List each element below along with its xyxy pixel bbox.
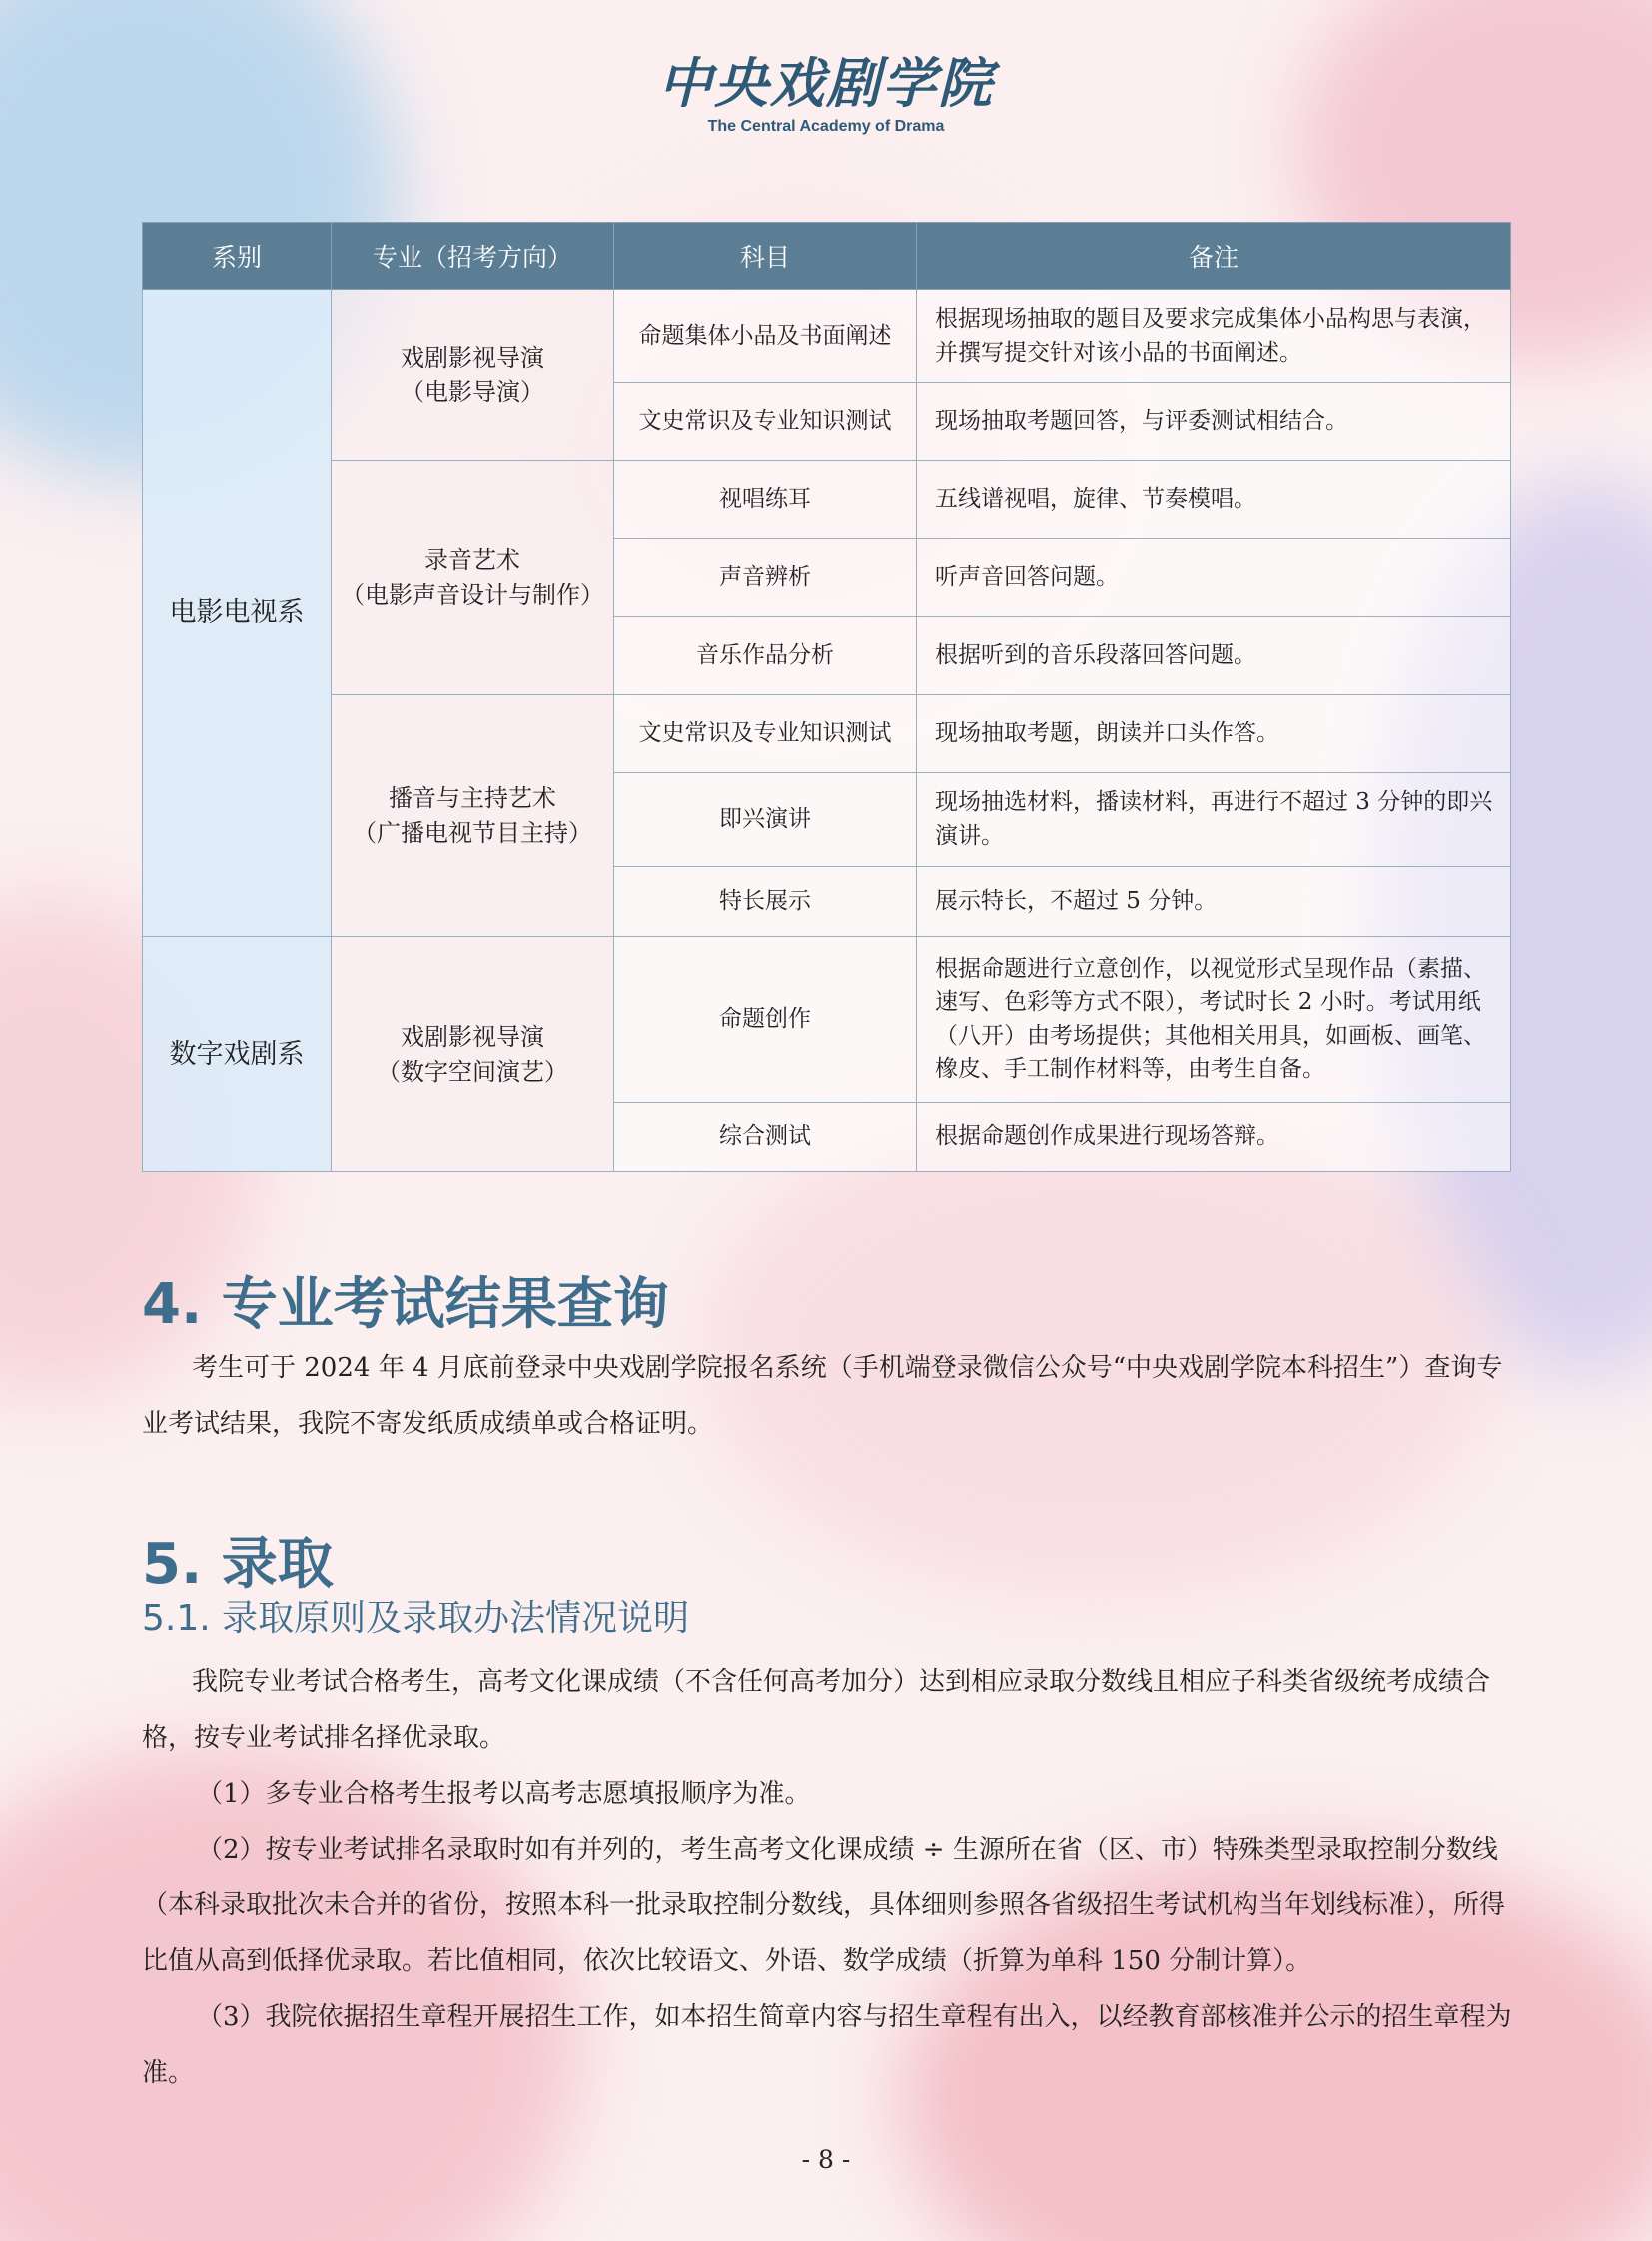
subject-cell: 文史常识及专业知识测试 [614,695,917,773]
major-direction: （电影声音设计与制作） [341,580,604,609]
major-name: 戏剧影视导演 [401,343,544,372]
header-dept: 系别 [143,223,332,290]
rule-item: （1）多专业合格考生报考以高考志愿填报顺序为准。 [197,1779,811,1809]
major-cell [332,937,614,1172]
note-cell: 五线谱视唱，旋律、节奏模唱。 [917,461,1511,539]
note-cell: 展示特长，不超过 5 分钟。 [917,867,1511,937]
major-direction: （电影导演） [401,377,544,406]
dept-cell: 数字戏剧系 [143,937,332,1172]
note-cell: 听声音回答问题。 [917,539,1511,617]
header-major: 专业（招考方向） [332,223,614,290]
rule-item: （3）我院依据招生章程开展招生工作，如本招生简章内容与招生章程有出入，以经教育部核准并公示的招生章程为准。 [142,2002,1512,2088]
note-cell: 根据命题进行立意创作，以视觉形式呈现作品（素描、速写、色彩等方式不限），考试时长 2 小时。考试用纸（八开）由考场提供；其他相关用具，如画板、画笔、橡皮、手工制作材料等，由考生自备。 [917,937,1511,1103]
logo-chinese: 中央戏剧学院 [658,51,994,115]
section4-body [142,1340,1512,1452]
note-cell: 根据命题创作成果进行现场答辩。 [917,1103,1511,1172]
subject-cell: 特长展示 [614,867,917,937]
header-subject: 科目 [614,223,917,290]
note-cell: 现场抽选材料，播读材料，再进行不超过 3 分钟的即兴演讲。 [917,773,1511,867]
major-cell [332,461,614,695]
major-name: 戏剧影视导演 [401,1022,544,1051]
major-direction: （广播电视节目主持） [353,818,592,847]
section4-title: 4. 专业考试结果查询 [142,1272,669,1337]
subject-cell: 综合测试 [614,1103,917,1172]
table-row [143,461,1511,539]
page-number: - 8 - [801,2145,851,2174]
major-name: 录音艺术 [424,545,520,574]
subject-cell: 音乐作品分析 [614,617,917,695]
table-row [143,695,1511,773]
section5-1-title: 5.1. 录取原则及录取办法情况说明 [142,1598,690,1639]
note-cell: 现场抽取考题回答，与评委测试相结合。 [917,383,1511,461]
table-row [143,290,1511,383]
table-row [143,937,1511,1103]
major-cell [332,695,614,937]
subject-cell: 命题创作 [614,937,917,1103]
rule-item: （2）按专业考试排名录取时如有并列的，考生高考文化课成绩 ÷ 生源所在省（区、市）特殊类型录取控制分数线（本科录取批次未合并的省份，按照本科一批录取控制分数线，具体细则参照各省级招生考试机构当年划线标准），所得比值从高到低择优录取。若比值相同，依次比较语文、外语、数学成绩（折算为单科 150 分制计算）。 [142,1835,1506,1976]
section5-intro: 我院专业考试合格考生，高考文化课成绩（不含任何高考加分）达到相应录取分数线且相应子科类省级统考成绩合格，按专业考试排名择优录取。 [142,1667,1491,1753]
academy-logo [0,51,1652,136]
section4-paragraph: 考生可于 2024 年 4 月底前登录中央戏剧学院报名系统（手机端登录微信公众号“中央戏剧学院本科招生”）查询专业考试结果，我院不寄发纸质成绩单或合格证明。 [142,1353,1503,1439]
section5-title: 5. 录取 [142,1532,334,1597]
note-cell: 现场抽取考题，朗读并口头作答。 [917,695,1511,773]
dept-cell: 电影电视系 [143,290,332,937]
exam-subjects-table [142,222,1511,1172]
table-header-row [143,223,1511,290]
major-cell [332,290,614,461]
major-direction: （数字空间演艺） [377,1057,568,1086]
subject-cell: 即兴演讲 [614,773,917,867]
note-cell: 根据现场抽取的题目及要求完成集体小品构思与表演，并撰写提交针对该小品的书面阐述。 [917,290,1511,383]
header-note: 备注 [917,223,1511,290]
subject-cell: 声音辨析 [614,539,917,617]
major-name: 播音与主持艺术 [389,783,556,812]
subject-cell: 文史常识及专业知识测试 [614,383,917,461]
subject-cell: 命题集体小品及书面阐述 [614,290,917,383]
subject-cell: 视唱练耳 [614,461,917,539]
section5-body [142,1654,1512,2101]
note-cell: 根据听到的音乐段落回答问题。 [917,617,1511,695]
logo-english: The Central Academy of Drama [707,118,945,135]
